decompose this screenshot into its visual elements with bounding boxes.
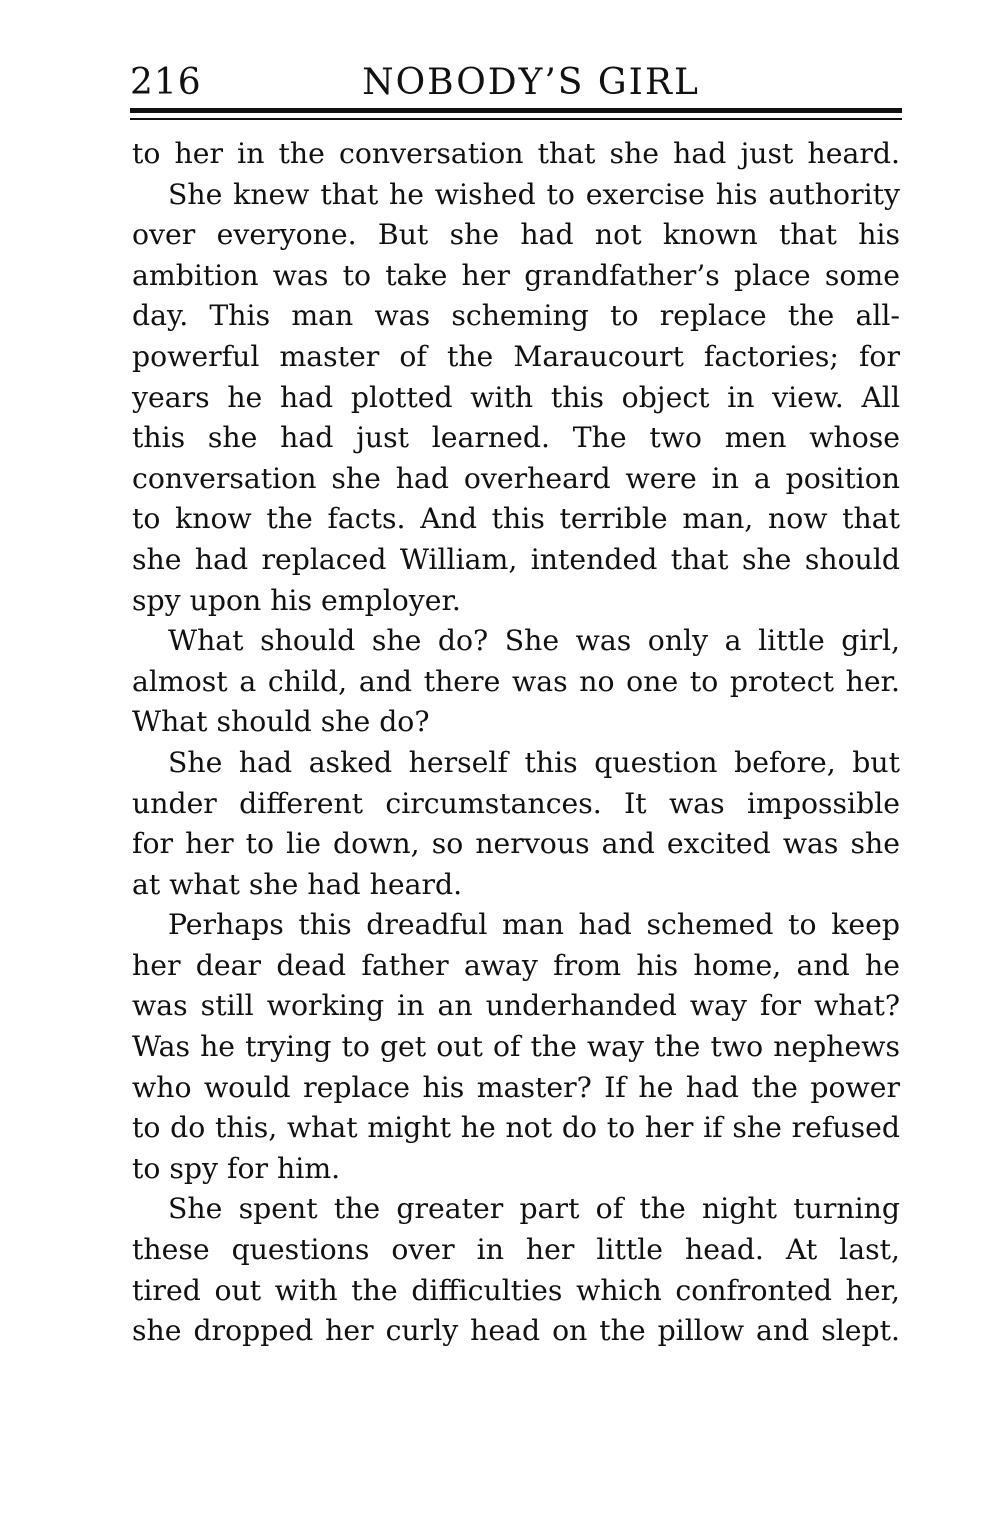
- text-line: who would replace his master? If he had the power: [132, 1070, 900, 1104]
- text-line: Perhaps this dreadful man had schemed to keep: [168, 908, 900, 942]
- text-line: conversation she had overheard were in a position: [132, 461, 900, 495]
- text-line: this she had just learned. The two men whose: [132, 421, 900, 455]
- text-line: she dropped her curly head on the pillow and slept.: [132, 1314, 900, 1348]
- text-line: What should she do? She was only a little girl,: [168, 624, 900, 658]
- text-line: to her in the conversation that she had just heard.: [132, 137, 900, 170]
- header-rule-thick: [130, 108, 902, 113]
- text-line: to know the facts. And this terrible man, now that: [132, 502, 900, 536]
- text-line: her dear dead father away from his home, and he: [132, 948, 900, 982]
- text-line: spy upon his employer.: [132, 583, 461, 617]
- running-title: NOBODY’S GIRL: [362, 62, 700, 103]
- header-rule-thin: [130, 118, 902, 120]
- text-line: years he had plotted with this object in view. All: [132, 380, 900, 414]
- text-line: to spy for him.: [132, 1151, 341, 1185]
- text-line: almost a child, and there was no one to protect her.: [132, 664, 900, 698]
- running-head: [130, 60, 902, 106]
- text-line: she had replaced William, intended that she should: [132, 542, 900, 576]
- text-line: powerful master of the Maraucourt factories; for: [132, 339, 900, 373]
- page-number: 216: [130, 62, 202, 103]
- text-line: What should she do?: [132, 705, 430, 739]
- text-line: She had asked herself this question before, but: [168, 745, 900, 779]
- text-line: to do this, what might he not do to her if she refused: [132, 1111, 900, 1145]
- text-line: day. This man was scheming to replace the all-: [132, 299, 900, 333]
- text-line: for her to lie down, so nervous and excited was she: [132, 827, 900, 861]
- text-line: was still working in an underhanded way for what?: [132, 989, 900, 1023]
- text-line: She spent the greater part of the night turning: [168, 1192, 900, 1226]
- text-line: She knew that he wished to exercise his authority: [168, 177, 900, 211]
- text-line: under different circumstances. It was impossible: [132, 786, 900, 820]
- body-text: [132, 134, 900, 1352]
- text-line: at what she had heard.: [132, 867, 463, 901]
- text-line: ambition was to take her grandfather’s place some: [132, 258, 900, 292]
- text-line: over everyone. But she had not known that his: [132, 218, 900, 252]
- text-line: these questions over in her little head. At last,: [132, 1233, 900, 1267]
- text-line: tired out with the difficulties which confronted her,: [132, 1273, 900, 1307]
- text-line: Was he trying to get out of the way the two nephews: [132, 1030, 900, 1064]
